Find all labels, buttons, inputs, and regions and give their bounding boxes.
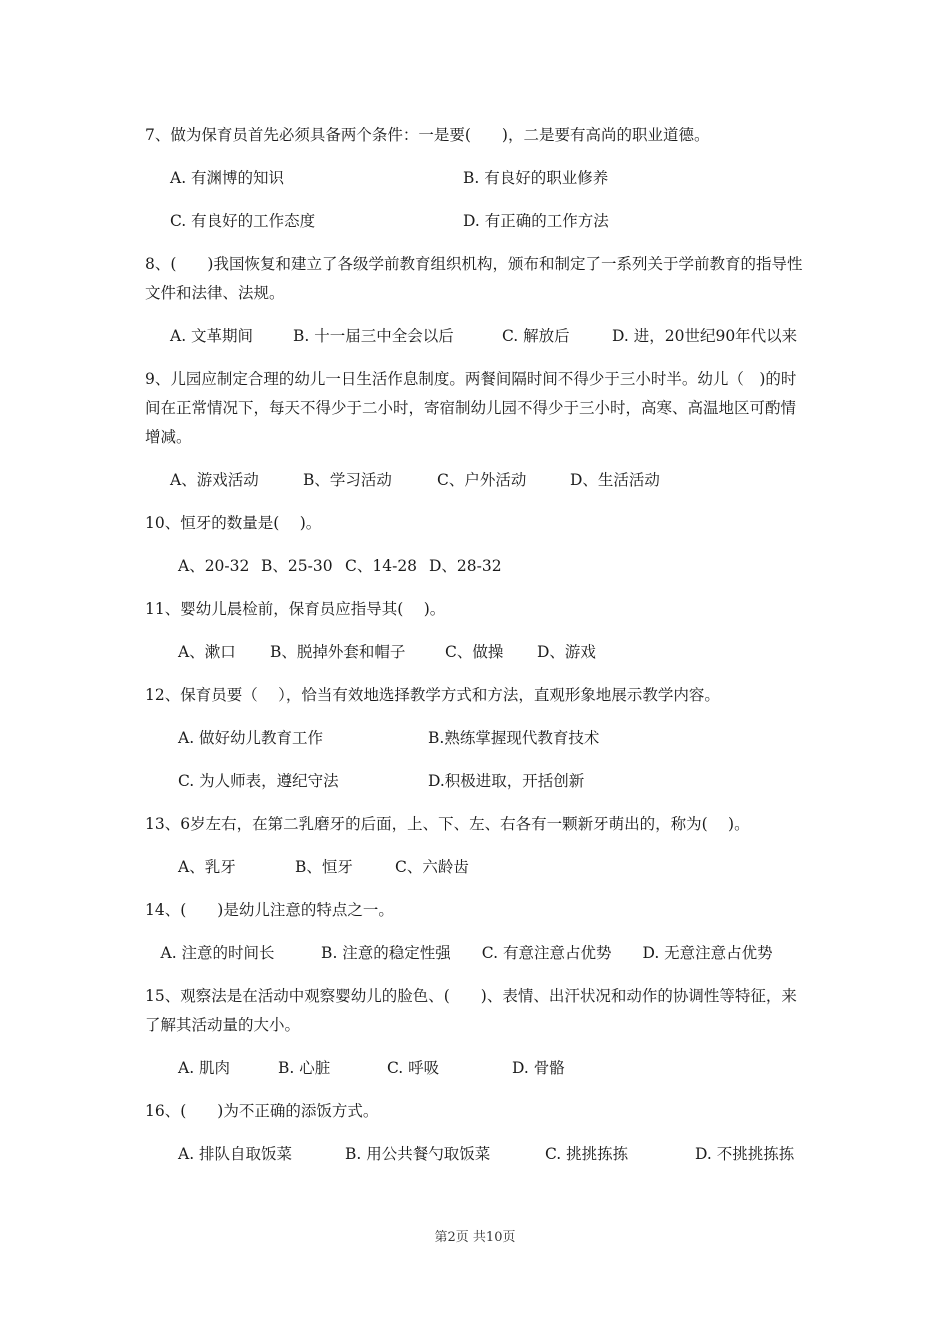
question-14: 14、( )是幼儿注意的特点之一。 bbox=[145, 901, 394, 919]
option-d: D. 骨骼 bbox=[512, 1059, 565, 1077]
options-row bbox=[145, 1054, 807, 1083]
option-d: D. 有正确的工作方法 bbox=[463, 212, 609, 230]
question-7: 7、做为保育员首先必须具备两个条件：一是要( )，二是要有高尚的职业道德。 bbox=[145, 126, 710, 144]
option-b: B. 心脏 bbox=[278, 1059, 331, 1077]
question-8: 8、( )我国恢复和建立了各级学前教育组织机构，颁布和制定了一系列关于学前教育的指导性文件和法律、法规。 bbox=[145, 255, 803, 302]
options-row bbox=[145, 724, 807, 753]
option-d: D、游戏 bbox=[537, 643, 596, 661]
option-b: B.熟练掌握现代教育技术 bbox=[428, 729, 600, 747]
options-row bbox=[145, 466, 807, 495]
option-a: A. 肌肉 bbox=[178, 1059, 231, 1077]
option-d: D. 进，20世纪90年代以来 bbox=[612, 327, 798, 345]
question-12: 12、保育员要（ ），恰当有效地选择教学方式和方法，直观形象地展示教学内容。 bbox=[145, 686, 720, 704]
question-16: 16、( )为不正确的添饭方式。 bbox=[145, 1102, 379, 1120]
option-a: A. 文革期间 bbox=[170, 327, 254, 345]
option-d: D、生活活动 bbox=[570, 471, 660, 489]
question-list bbox=[145, 121, 807, 1169]
option-a: A. 排队自取饭菜 bbox=[178, 1145, 293, 1163]
option-c: C. 挑挑拣拣 bbox=[545, 1145, 629, 1163]
option-a: A. 有渊博的知识 bbox=[170, 169, 285, 187]
option-c: C. 呼吸 bbox=[387, 1059, 440, 1077]
option-c: C. 解放后 bbox=[502, 327, 570, 345]
option-b: B. 用公共餐勺取饭菜 bbox=[345, 1145, 491, 1163]
option-b: B、25-30 bbox=[261, 557, 333, 575]
options-row bbox=[145, 1140, 807, 1169]
option-a: A、20-32 bbox=[178, 557, 250, 575]
question-11: 11、婴幼儿晨检前，保育员应指导其( )。 bbox=[145, 600, 446, 618]
option-d: D、28-32 bbox=[429, 557, 502, 575]
question-10: 10、恒牙的数量是( )。 bbox=[145, 514, 322, 532]
question-15: 15、观察法是在活动中观察婴幼儿的脸色、( )、表情、出汗状况和动作的协调性等特征，来了解其活动量的大小。 bbox=[145, 987, 797, 1034]
option-b: B、学习活动 bbox=[303, 471, 392, 489]
options-row bbox=[145, 638, 807, 667]
option-a: A、漱口 bbox=[178, 643, 236, 661]
option-b: B、脱掉外套和帽子 bbox=[270, 643, 406, 661]
option-c: C、做操 bbox=[445, 643, 504, 661]
options-row bbox=[145, 939, 807, 968]
option-d: D. 不挑挑拣拣 bbox=[695, 1145, 795, 1163]
option-b: B. 十一届三中全会以后 bbox=[293, 327, 454, 345]
page-number: 第2页 共10页 bbox=[434, 1230, 516, 1245]
options-row bbox=[145, 853, 807, 882]
options-row bbox=[145, 552, 807, 581]
option-c: C. 为人师表，遵纪守法 bbox=[178, 772, 339, 790]
options-text: A. 注意的时间长 B. 注意的稳定性强 C. 有意注意占优势 D. 无意注意占优势 bbox=[145, 944, 773, 962]
question-9: 9、儿园应制定合理的幼儿一日生活作息制度。两餐间隔时间不得少于三小时半。幼儿（ )的时间在正常情况下，每天不得少于二小时，寄宿制幼儿园不得少于三小时，高寒、高温地区可酌情增减。 bbox=[145, 370, 797, 446]
option-a: A、游戏活动 bbox=[170, 471, 259, 489]
option-c: C、14-28 bbox=[345, 557, 418, 575]
option-d: D.积极进取，开括创新 bbox=[428, 772, 585, 790]
options-row bbox=[145, 322, 807, 351]
option-b: B. 有良好的职业修养 bbox=[463, 169, 609, 187]
option-c: C. 有良好的工作态度 bbox=[170, 212, 316, 230]
options-row bbox=[145, 164, 807, 193]
option-b: B、恒牙 bbox=[295, 858, 353, 876]
option-a: A、乳牙 bbox=[178, 858, 236, 876]
question-13: 13、6岁左右，在第二乳磨牙的后面，上、下、左、右各有一颗新牙萌出的，称为( )。 bbox=[145, 815, 750, 833]
options-row bbox=[145, 207, 807, 236]
option-c: C、六龄齿 bbox=[395, 858, 469, 876]
option-a: A. 做好幼儿教育工作 bbox=[178, 729, 324, 747]
options-row bbox=[145, 767, 807, 796]
option-c: C、户外活动 bbox=[437, 471, 527, 489]
